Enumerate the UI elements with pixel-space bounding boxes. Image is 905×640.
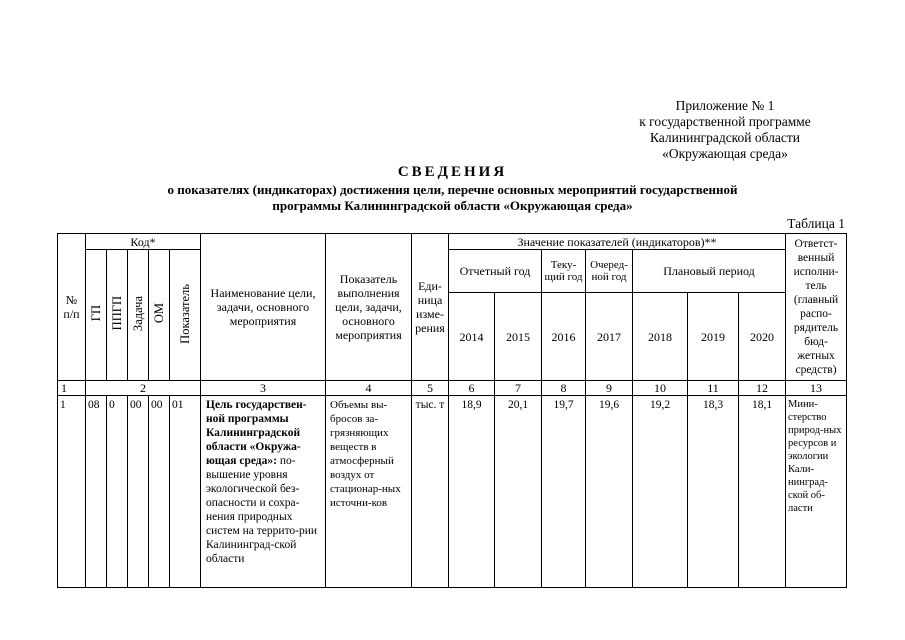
header-code: Код*: [86, 234, 201, 250]
code-col-label: ОМ: [152, 303, 166, 324]
header-unit: Еди-ница изме-рения: [412, 234, 449, 381]
colnum: 4: [326, 381, 412, 396]
row-value: 19,7: [542, 396, 586, 588]
colnum: 13: [786, 381, 847, 396]
colnum: 1: [58, 381, 86, 396]
appendix-line: Приложение № 1: [675, 98, 775, 113]
code-col-task: [128, 250, 149, 381]
appendix-line: к государственной программе: [639, 114, 811, 129]
row-num: 1: [58, 396, 86, 588]
row-value: 19,6: [586, 396, 633, 588]
colnum: 8: [542, 381, 586, 396]
row-indicator: Объемы вы-бросов за-грязняющих веществ в атмосферный воздух от стационар-ных источни-ков: [326, 396, 412, 588]
subtitle-line: программы Калининградской области «Окружающая среда»: [272, 198, 633, 213]
colnum: 9: [586, 381, 633, 396]
row-value: 18,3: [688, 396, 739, 588]
appendix-note: [600, 98, 850, 162]
year-cell: 2015: [495, 293, 542, 381]
year-cell: 2020: [739, 293, 786, 381]
subtitle-line: о показателях (индикаторах) достижения цели, перечне основных мероприятий государственной: [167, 182, 738, 197]
header-plan-period: Плановый период: [633, 250, 786, 293]
code-col-ppgp: [107, 250, 128, 381]
row-code: 0: [107, 396, 128, 588]
colnum: 3: [201, 381, 326, 396]
column-number-row: [58, 381, 847, 396]
header-report-year: Отчетный год: [449, 250, 542, 293]
row-code: 01: [170, 396, 201, 588]
goal-description: по-вышение уровня экологической без-опасности и сохра-нения природных систем на террито-рии Калининград-ской области: [206, 455, 318, 565]
code-col-indicator: [170, 250, 201, 381]
row-code: 00: [149, 396, 170, 588]
code-col-gp: [86, 250, 107, 381]
table-label: Таблица 1: [787, 216, 845, 231]
colnum: 5: [412, 381, 449, 396]
code-col-label: ГП: [89, 305, 103, 322]
header-next-year: Очеред-ной год: [586, 250, 633, 293]
colnum: 10: [633, 381, 688, 396]
colnum: 12: [739, 381, 786, 396]
header-current-year: Теку-щий год: [542, 250, 586, 293]
header-num: № п/п: [58, 234, 86, 381]
header-indicator: Показатель выполнения цели, задачи, основного мероприятия: [326, 234, 412, 381]
indicators-table: [57, 233, 847, 588]
table-row: [58, 396, 847, 588]
colnum: 6: [449, 381, 495, 396]
year-cell: 2016: [542, 293, 586, 381]
code-col-label: Показатель: [178, 283, 192, 344]
row-code: 00: [128, 396, 149, 588]
colnum: 7: [495, 381, 542, 396]
year-cell: 2018: [633, 293, 688, 381]
goal-title: Цель государствен-ной программы Калининградской области «Окружа-ющая среда»:: [206, 399, 307, 467]
year-cell: 2014: [449, 293, 495, 381]
colnum: 2: [86, 381, 201, 396]
colnum: 11: [688, 381, 739, 396]
row-unit: тыс. т: [412, 396, 449, 588]
row-value: 20,1: [495, 396, 542, 588]
row-value: 18,1: [739, 396, 786, 588]
code-col-om: [149, 250, 170, 381]
appendix-line: Калининградской области: [649, 130, 801, 145]
appendix-line: «Окружающая среда»: [662, 146, 788, 161]
year-cell: 2019: [688, 293, 739, 381]
code-col-label: ППГП: [110, 296, 124, 331]
year-cell: 2017: [586, 293, 633, 381]
row-executor: Мини-стерство природ-ных ресурсов и экологии Кали-нинград-ской об-ласти: [786, 396, 847, 588]
document-title: СВЕДЕНИЯ: [397, 164, 508, 180]
row-value: 19,2: [633, 396, 688, 588]
document-subtitle: [0, 182, 905, 214]
header-values: Значение показателей (индикаторов)**: [449, 234, 786, 250]
row-goal-name: [201, 396, 326, 588]
row-code: 08: [86, 396, 107, 588]
row-value: 18,9: [449, 396, 495, 588]
header-name: Наименование цели, задачи, основного мероприятия: [201, 234, 326, 381]
header-executor: Ответст-венный исполни-тель (главный распо-рядитель бюд-жетных средств): [786, 234, 847, 381]
code-col-label: Задача: [131, 295, 145, 332]
